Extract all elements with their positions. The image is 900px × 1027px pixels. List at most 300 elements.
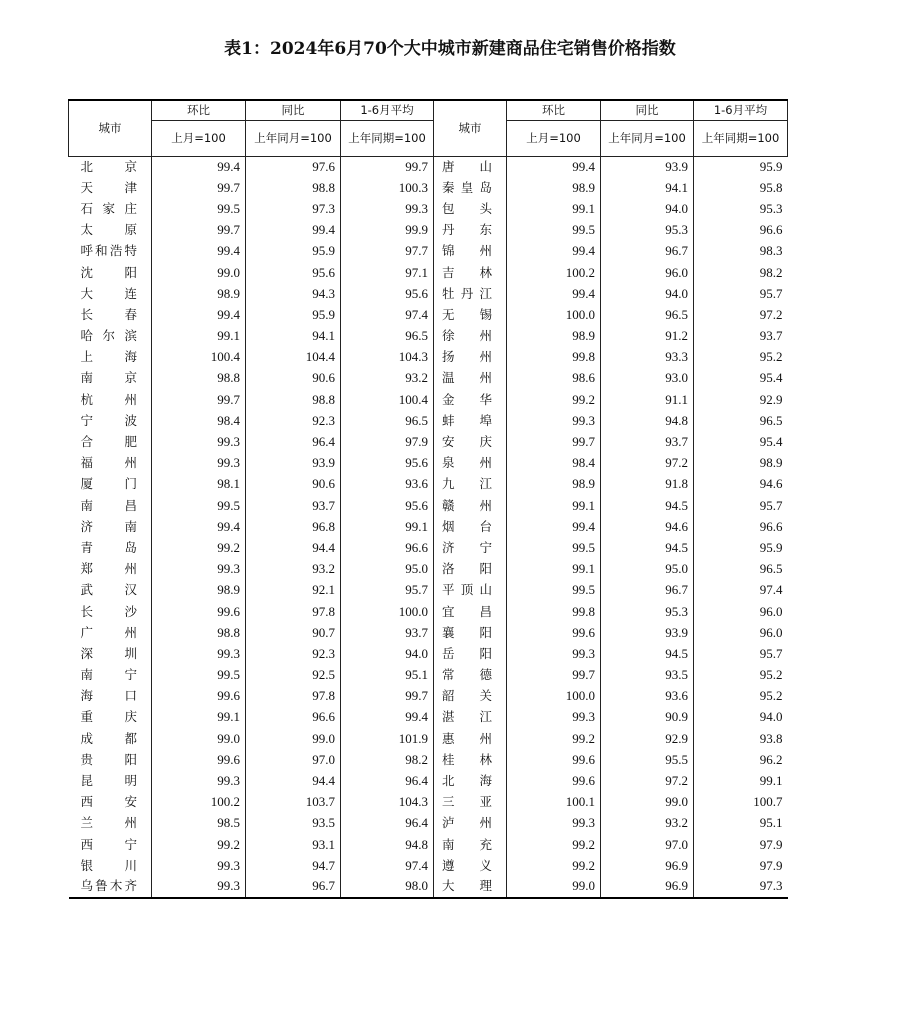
right-mom-cell: 99.8 [507,347,601,368]
left-mom-cell: 99.7 [152,177,246,198]
right-avg-cell: 95.4 [694,431,788,452]
left-avg-cell: 97.4 [341,855,434,876]
left-avg-cell: 99.7 [341,156,434,177]
right-mom-cell: 100.1 [507,792,601,813]
left-avg-cell: 95.0 [341,559,434,580]
left-mom-cell: 99.7 [152,389,246,410]
left-city-cell: 武汉 [69,580,152,601]
right-avg-cell: 97.3 [694,876,788,897]
left-yoy-cell: 94.4 [246,770,341,791]
left-city-cell: 成都 [69,728,152,749]
yoy-column-header: 同比 [246,100,341,120]
right-mom-cell: 99.0 [507,876,601,897]
right-yoy-cell: 93.0 [601,368,694,389]
right-avg-cell: 94.0 [694,707,788,728]
right-city-cell: 九江 [434,474,507,495]
left-avg-cell: 97.9 [341,431,434,452]
left-yoy-cell: 95.9 [246,304,341,325]
table-row [69,453,788,474]
right-yoy-cell: 97.0 [601,834,694,855]
right-mom-cell: 99.4 [507,156,601,177]
left-city-cell: 西安 [69,792,152,813]
left-yoy-cell: 93.7 [246,495,341,516]
left-avg-cell: 99.1 [341,516,434,537]
left-mom-cell: 99.1 [152,326,246,347]
right-avg-cell: 95.7 [694,495,788,516]
right-avg-cell: 97.9 [694,855,788,876]
left-mom-cell: 99.6 [152,686,246,707]
left-city-cell: 长沙 [69,601,152,622]
left-yoy-cell: 103.7 [246,792,341,813]
right-avg-cell: 95.3 [694,198,788,219]
table-row [69,622,788,643]
table-body [69,156,788,898]
left-yoy-cell: 97.3 [246,198,341,219]
avg-base-header: 上年同期=100 [341,120,434,156]
left-mom-cell: 98.9 [152,283,246,304]
right-avg-cell: 95.1 [694,813,788,834]
right-yoy-cell: 93.3 [601,347,694,368]
left-yoy-cell: 97.6 [246,156,341,177]
right-yoy-cell: 95.3 [601,220,694,241]
left-mom-cell: 99.3 [152,453,246,474]
left-city-cell: 厦门 [69,474,152,495]
left-yoy-cell: 93.9 [246,453,341,474]
right-mom-cell: 99.3 [507,707,601,728]
left-city-cell: 银川 [69,855,152,876]
table-row [69,770,788,791]
right-mom-cell: 99.8 [507,601,601,622]
right-city-cell: 扬州 [434,347,507,368]
left-avg-cell: 99.9 [341,220,434,241]
right-avg-cell: 97.9 [694,834,788,855]
right-avg-cell: 96.6 [694,220,788,241]
left-city-cell: 天津 [69,177,152,198]
left-avg-cell: 95.6 [341,495,434,516]
left-city-cell: 重庆 [69,707,152,728]
right-avg-cell: 98.3 [694,241,788,262]
left-avg-cell: 96.4 [341,813,434,834]
right-mom-cell: 99.2 [507,389,601,410]
left-mom-cell: 99.5 [152,198,246,219]
right-yoy-cell: 91.8 [601,474,694,495]
right-city-cell: 烟台 [434,516,507,537]
right-city-cell: 济宁 [434,537,507,558]
right-avg-cell: 100.7 [694,792,788,813]
left-city-cell: 合肥 [69,431,152,452]
left-mom-cell: 99.7 [152,220,246,241]
table-row [69,283,788,304]
left-city-cell: 福州 [69,453,152,474]
table-title: 表1：2024年6月70个大中城市新建商品住宅销售价格指数 [224,39,676,59]
table-row [69,580,788,601]
left-yoy-cell: 90.7 [246,622,341,643]
left-avg-cell: 97.4 [341,304,434,325]
left-city-cell: 南宁 [69,665,152,686]
left-yoy-cell: 96.7 [246,876,341,897]
right-avg-cell: 95.2 [694,665,788,686]
right-avg-cell: 95.8 [694,177,788,198]
table-row [69,368,788,389]
left-mom-cell: 99.6 [152,601,246,622]
table-row [69,516,788,537]
right-yoy-cell: 95.5 [601,749,694,770]
right-avg-cell: 94.6 [694,474,788,495]
right-city-cell: 包头 [434,198,507,219]
left-city-cell: 北京 [69,156,152,177]
right-avg-cell: 95.7 [694,283,788,304]
left-yoy-cell: 98.8 [246,389,341,410]
right-mom-cell: 99.7 [507,431,601,452]
avg-column-header: 1-6月平均 [694,100,788,120]
table-row [69,792,788,813]
table-row [69,177,788,198]
left-mom-cell: 99.3 [152,643,246,664]
right-avg-cell: 95.9 [694,156,788,177]
left-city-cell: 南昌 [69,495,152,516]
left-avg-cell: 93.6 [341,474,434,495]
city-column-header: 城市 [434,100,507,156]
table-header [69,100,788,156]
left-avg-cell: 96.6 [341,537,434,558]
right-yoy-cell: 99.0 [601,792,694,813]
right-city-cell: 无锡 [434,304,507,325]
right-yoy-cell: 97.2 [601,770,694,791]
left-yoy-cell: 94.4 [246,537,341,558]
left-mom-cell: 99.3 [152,770,246,791]
table-row [69,686,788,707]
right-yoy-cell: 93.7 [601,431,694,452]
left-avg-cell: 100.0 [341,601,434,622]
right-city-cell: 平顶山 [434,580,507,601]
left-yoy-cell: 96.4 [246,431,341,452]
table-row [69,198,788,219]
left-avg-cell: 96.5 [341,326,434,347]
right-avg-cell: 92.9 [694,389,788,410]
right-mom-cell: 99.6 [507,770,601,791]
left-yoy-cell: 93.2 [246,559,341,580]
mom-column-header: 环比 [152,100,246,120]
right-mom-cell: 99.6 [507,622,601,643]
left-avg-cell: 104.3 [341,347,434,368]
right-mom-cell: 100.0 [507,304,601,325]
table-row [69,474,788,495]
left-yoy-cell: 104.4 [246,347,341,368]
right-city-cell: 蚌埠 [434,410,507,431]
left-yoy-cell: 94.3 [246,283,341,304]
left-avg-cell: 93.7 [341,622,434,643]
right-avg-cell: 96.5 [694,410,788,431]
right-mom-cell: 99.5 [507,537,601,558]
left-yoy-cell: 97.0 [246,749,341,770]
left-mom-cell: 98.9 [152,580,246,601]
right-avg-cell: 93.8 [694,728,788,749]
left-city-cell: 石家庄 [69,198,152,219]
right-mom-cell: 99.5 [507,580,601,601]
right-yoy-cell: 93.6 [601,686,694,707]
left-city-cell: 贵阳 [69,749,152,770]
right-mom-cell: 99.3 [507,813,601,834]
left-mom-cell: 99.4 [152,156,246,177]
right-city-cell: 安庆 [434,431,507,452]
table-row [69,410,788,431]
right-mom-cell: 100.0 [507,686,601,707]
left-mom-cell: 98.8 [152,622,246,643]
table-row [69,834,788,855]
right-city-cell: 桂林 [434,749,507,770]
left-yoy-cell: 99.4 [246,220,341,241]
right-mom-cell: 98.9 [507,474,601,495]
left-mom-cell: 99.3 [152,559,246,580]
left-city-cell: 宁波 [69,410,152,431]
left-avg-cell: 100.3 [341,177,434,198]
left-mom-cell: 99.3 [152,431,246,452]
left-avg-cell: 101.9 [341,728,434,749]
left-yoy-cell: 93.5 [246,813,341,834]
right-mom-cell: 99.1 [507,495,601,516]
table-row [69,220,788,241]
left-city-cell: 长春 [69,304,152,325]
right-avg-cell: 96.5 [694,559,788,580]
table-row [69,728,788,749]
right-avg-cell: 93.7 [694,326,788,347]
left-mom-cell: 98.8 [152,368,246,389]
left-city-cell: 哈尔滨 [69,326,152,347]
table-row [69,665,788,686]
left-avg-cell: 98.2 [341,749,434,770]
right-yoy-cell: 95.0 [601,559,694,580]
right-city-cell: 南充 [434,834,507,855]
left-mom-cell: 99.6 [152,749,246,770]
left-yoy-cell: 92.3 [246,410,341,431]
right-city-cell: 温州 [434,368,507,389]
right-city-cell: 泸州 [434,813,507,834]
right-mom-cell: 100.2 [507,262,601,283]
right-avg-cell: 96.0 [694,622,788,643]
right-city-cell: 遵义 [434,855,507,876]
right-city-cell: 徐州 [434,326,507,347]
table-row [69,876,788,897]
left-mom-cell: 99.3 [152,876,246,897]
right-yoy-cell: 94.5 [601,537,694,558]
yoy-column-header: 同比 [601,100,694,120]
right-yoy-cell: 94.0 [601,198,694,219]
left-city-cell: 青岛 [69,537,152,558]
left-mom-cell: 98.4 [152,410,246,431]
left-city-cell: 大连 [69,283,152,304]
left-avg-cell: 100.4 [341,389,434,410]
right-yoy-cell: 94.6 [601,516,694,537]
left-mom-cell: 99.4 [152,241,246,262]
right-avg-cell: 99.1 [694,770,788,791]
left-yoy-cell: 97.8 [246,686,341,707]
right-city-cell: 金华 [434,389,507,410]
yoy-base-header: 上年同月=100 [601,120,694,156]
left-avg-cell: 97.7 [341,241,434,262]
left-avg-cell: 95.1 [341,665,434,686]
left-city-cell: 昆明 [69,770,152,791]
left-mom-cell: 98.1 [152,474,246,495]
right-yoy-cell: 95.3 [601,601,694,622]
left-mom-cell: 99.3 [152,855,246,876]
right-yoy-cell: 93.2 [601,813,694,834]
left-yoy-cell: 97.8 [246,601,341,622]
right-mom-cell: 99.3 [507,643,601,664]
left-city-cell: 兰州 [69,813,152,834]
table-row [69,156,788,177]
right-city-cell: 丹东 [434,220,507,241]
mom-base-header: 上月=100 [507,120,601,156]
left-city-cell: 海口 [69,686,152,707]
left-yoy-cell: 94.1 [246,326,341,347]
left-city-cell: 郑州 [69,559,152,580]
right-yoy-cell: 96.0 [601,262,694,283]
city-column-header: 城市 [69,100,152,156]
table-row [69,495,788,516]
right-mom-cell: 99.2 [507,855,601,876]
left-avg-cell: 94.8 [341,834,434,855]
right-city-cell: 泉州 [434,453,507,474]
right-mom-cell: 99.4 [507,516,601,537]
right-yoy-cell: 92.9 [601,728,694,749]
right-city-cell: 秦皇岛 [434,177,507,198]
right-city-cell: 常德 [434,665,507,686]
avg-column-header: 1-6月平均 [341,100,434,120]
left-city-cell: 深圳 [69,643,152,664]
left-city-cell: 西宁 [69,834,152,855]
right-avg-cell: 98.9 [694,453,788,474]
right-yoy-cell: 97.2 [601,453,694,474]
table-row [69,431,788,452]
right-avg-cell: 95.2 [694,347,788,368]
right-city-cell: 大理 [434,876,507,897]
left-yoy-cell: 92.3 [246,643,341,664]
right-yoy-cell: 96.9 [601,876,694,897]
right-mom-cell: 99.7 [507,665,601,686]
left-city-cell: 上海 [69,347,152,368]
left-yoy-cell: 94.7 [246,855,341,876]
left-avg-cell: 94.0 [341,643,434,664]
right-city-cell: 宜昌 [434,601,507,622]
right-mom-cell: 99.6 [507,749,601,770]
left-yoy-cell: 92.5 [246,665,341,686]
left-city-cell: 杭州 [69,389,152,410]
left-mom-cell: 98.5 [152,813,246,834]
left-city-cell: 广州 [69,622,152,643]
right-city-cell: 襄阳 [434,622,507,643]
right-avg-cell: 95.4 [694,368,788,389]
left-city-cell: 沈阳 [69,262,152,283]
left-yoy-cell: 99.0 [246,728,341,749]
right-city-cell: 锦州 [434,241,507,262]
left-yoy-cell: 95.6 [246,262,341,283]
left-mom-cell: 99.1 [152,707,246,728]
table-row [69,326,788,347]
left-mom-cell: 99.5 [152,665,246,686]
left-city-cell: 南京 [69,368,152,389]
left-avg-cell: 99.3 [341,198,434,219]
right-mom-cell: 98.9 [507,326,601,347]
right-city-cell: 牡丹江 [434,283,507,304]
mom-base-header: 上月=100 [152,120,246,156]
right-mom-cell: 99.3 [507,410,601,431]
left-mom-cell: 99.4 [152,304,246,325]
left-yoy-cell: 90.6 [246,474,341,495]
right-avg-cell: 95.2 [694,686,788,707]
left-avg-cell: 99.7 [341,686,434,707]
left-yoy-cell: 92.1 [246,580,341,601]
left-avg-cell: 104.3 [341,792,434,813]
right-mom-cell: 99.4 [507,241,601,262]
table-row [69,855,788,876]
right-yoy-cell: 96.7 [601,241,694,262]
left-avg-cell: 93.2 [341,368,434,389]
right-yoy-cell: 90.9 [601,707,694,728]
right-mom-cell: 98.4 [507,453,601,474]
right-yoy-cell: 94.5 [601,495,694,516]
right-avg-cell: 95.9 [694,537,788,558]
left-avg-cell: 98.0 [341,876,434,897]
right-mom-cell: 99.2 [507,834,601,855]
mom-column-header: 环比 [507,100,601,120]
right-city-cell: 唐山 [434,156,507,177]
right-avg-cell: 97.4 [694,580,788,601]
table-row [69,749,788,770]
table-row [69,601,788,622]
right-yoy-cell: 94.0 [601,283,694,304]
table-row [69,304,788,325]
right-mom-cell: 98.9 [507,177,601,198]
right-yoy-cell: 94.8 [601,410,694,431]
right-mom-cell: 98.6 [507,368,601,389]
left-mom-cell: 99.2 [152,834,246,855]
table-row [69,813,788,834]
right-avg-cell: 96.6 [694,516,788,537]
right-city-cell: 赣州 [434,495,507,516]
left-city-cell: 呼和浩特 [69,241,152,262]
right-mom-cell: 99.2 [507,728,601,749]
right-city-cell: 惠州 [434,728,507,749]
table-row [69,241,788,262]
table-row [69,262,788,283]
right-city-cell: 北海 [434,770,507,791]
left-mom-cell: 99.4 [152,516,246,537]
right-mom-cell: 99.1 [507,198,601,219]
right-yoy-cell: 94.1 [601,177,694,198]
right-city-cell: 湛江 [434,707,507,728]
left-avg-cell: 95.6 [341,283,434,304]
right-mom-cell: 99.1 [507,559,601,580]
right-yoy-cell: 96.5 [601,304,694,325]
left-mom-cell: 99.0 [152,728,246,749]
right-mom-cell: 99.5 [507,220,601,241]
left-city-cell: 太原 [69,220,152,241]
right-city-cell: 岳阳 [434,643,507,664]
left-yoy-cell: 98.8 [246,177,341,198]
table-row [69,707,788,728]
left-yoy-cell: 95.9 [246,241,341,262]
table-row [69,643,788,664]
left-avg-cell: 96.4 [341,770,434,791]
left-yoy-cell: 96.8 [246,516,341,537]
right-yoy-cell: 93.5 [601,665,694,686]
right-city-cell: 洛阳 [434,559,507,580]
right-avg-cell: 96.0 [694,601,788,622]
right-city-cell: 韶关 [434,686,507,707]
left-mom-cell: 100.2 [152,792,246,813]
left-mom-cell: 99.2 [152,537,246,558]
left-city-cell: 济南 [69,516,152,537]
